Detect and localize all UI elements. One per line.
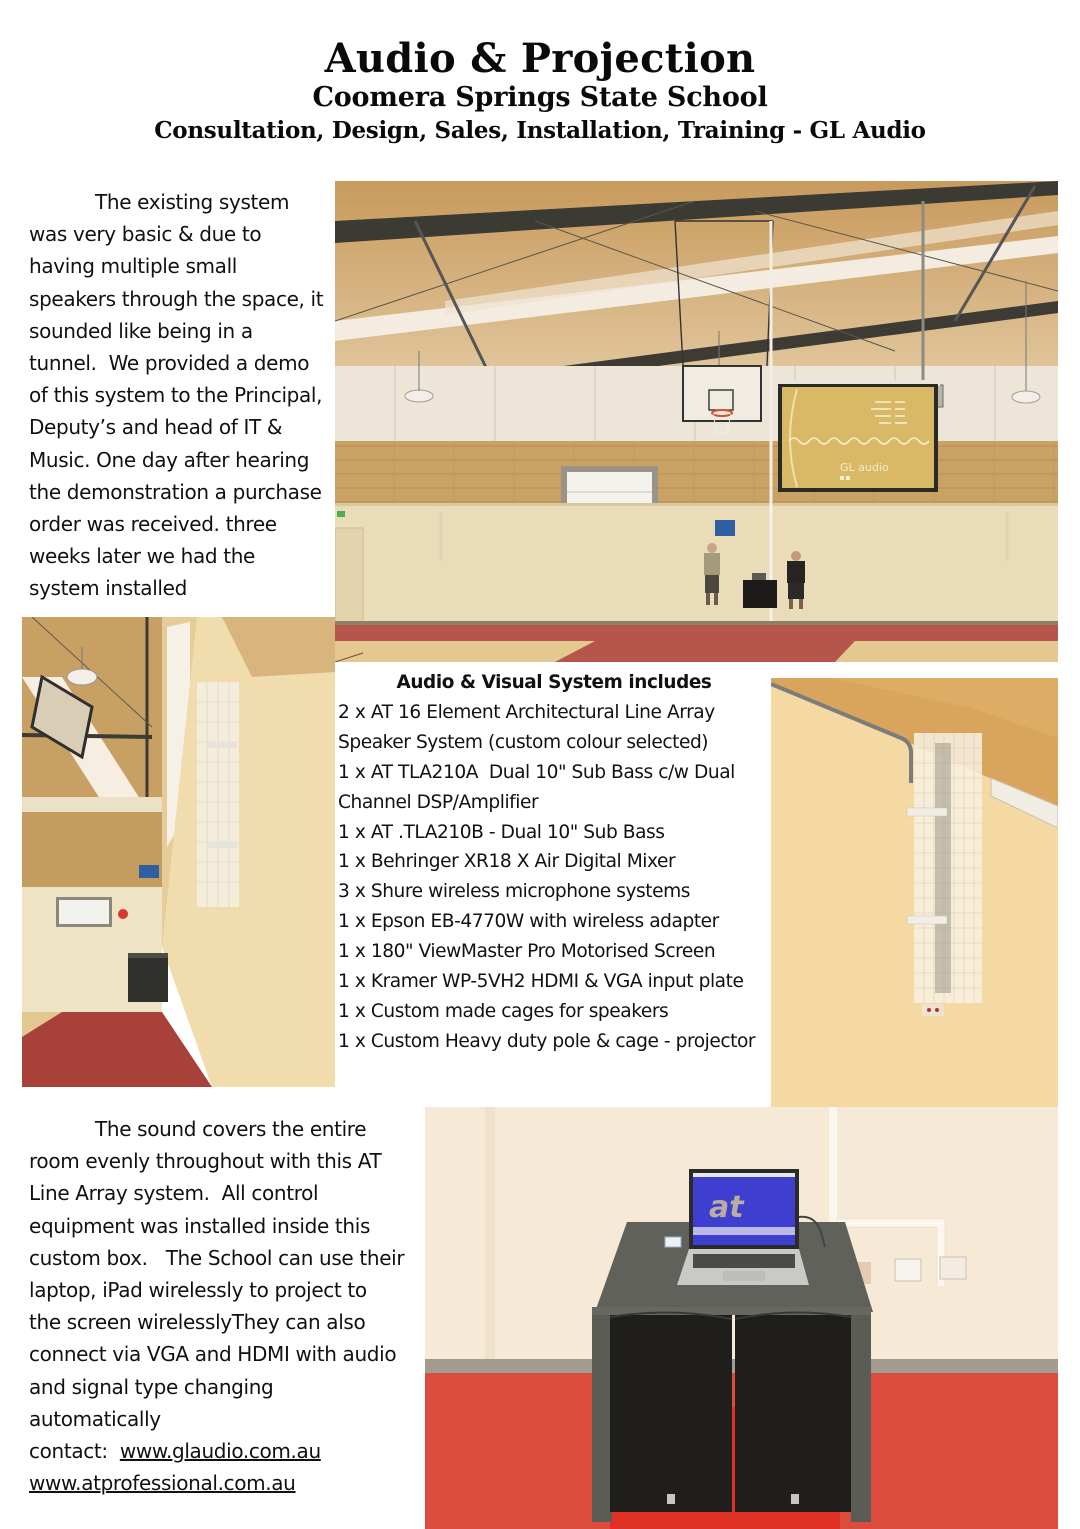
page-tagline: Consultation, Design, Sales, Installation, Training - GL Audio [154,117,926,144]
photo-side-wall-speaker [22,617,335,1087]
intro-line: speakers through the space, it [29,286,324,311]
spec-item: 3 x Shure wireless microphone systems [338,881,691,903]
spec-item: 1 x Epson EB-4770W with wireless adapter [338,911,719,933]
spec-item: 1 x AT TLA210A Dual 10" Sub Bass c/w Dual [338,761,735,783]
intro-line: the demonstration a purchase [29,479,322,504]
speaker-cage-image [771,678,1058,1107]
intro-line: having multiple small [29,254,238,279]
screen-logo-text: GL audio [840,461,889,474]
intro-line: sounded like being in a [29,318,253,343]
spec-heading: Audio & Visual System includes [396,672,712,693]
outro-line: laptop, iPad wirelessly to project to [29,1278,367,1303]
photo-custom-box [425,1107,1058,1529]
outro-line: and signal type changing [29,1374,274,1399]
spec-item: 2 x AT 16 Element Architectural Line Array [338,701,715,723]
custom-box-image [425,1107,1058,1529]
contact-line-2 [29,1467,421,1499]
laptop-logo: at [709,1190,744,1225]
hall-lower-image [335,181,1058,662]
outro-paragraph [29,1113,421,1499]
outro-line: Line Array system. All control [29,1181,319,1206]
spec-item: Channel DSP/Amplifier [338,791,539,813]
intro-line: tunnel. We provided a demo [29,351,310,376]
intro-line: was very basic & due to [29,222,262,247]
intro-paragraph [29,186,335,605]
atprofessional-link[interactable]: www.atprofessional.com.au [29,1471,296,1496]
spec-item: 1 x Behringer XR18 X Air Digital Mixer [338,851,676,873]
intro-line: Music. One day after hearing [29,447,310,472]
outro-line: the screen wirelesslyThey can also [29,1310,366,1335]
outro-line: automatically [29,1406,161,1431]
contact-label: contact: [29,1439,108,1464]
spec-item: 1 x Kramer WP-5VH2 HDMI & VGA input plate [338,971,744,993]
outro-line: room evenly throughout with this AT [29,1149,382,1174]
system-spec-list [338,668,770,1057]
outro-line: custom box. The School can use their [29,1245,405,1270]
photo-speaker-cage [771,678,1058,1107]
intro-line: The existing system [95,190,290,214]
spec-item: Speaker System (custom colour selected) [338,731,709,753]
intro-line: system installed [29,576,187,601]
page-subtitle: Coomera Springs State School [312,82,768,113]
outro-line: The sound covers the entire [95,1117,367,1141]
spec-item: 1 x Custom Heavy duty pole & cage - projector [338,1030,756,1052]
outro-line: connect via VGA and HDMI with audio [29,1342,397,1367]
intro-line: Deputy’s and head of IT & [29,415,283,440]
glaudio-link[interactable]: www.glaudio.com.au [119,1439,321,1464]
spec-item: 1 x Custom made cages for speakers [338,1000,669,1022]
photo-hall-overview [335,181,1058,662]
side-wall-image [22,617,335,1087]
intro-line: weeks later we had the [29,544,255,569]
spec-item: 1 x 180" ViewMaster Pro Motorised Screen [338,941,716,963]
intro-line: order was received. three [29,512,277,537]
spec-item: 1 x AT .TLA210B - Dual 10" Sub Bass [338,821,665,843]
outro-line: equipment was installed inside this [29,1213,371,1238]
intro-line: of this system to the Principal, [29,383,323,408]
page-title: Audio & Projection [324,35,756,82]
contact-line [29,1435,421,1467]
